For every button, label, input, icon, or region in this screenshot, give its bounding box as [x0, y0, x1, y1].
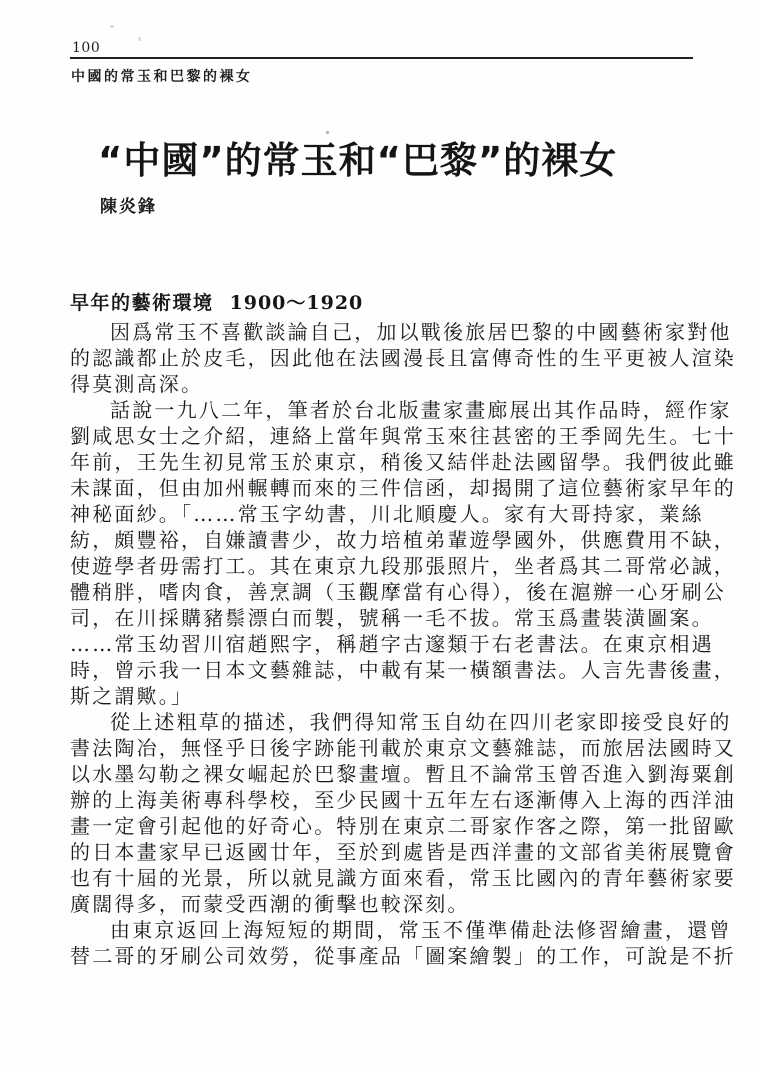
- body-text-line: 書法陶冶，無怪乎日後字跡能刊載於東京文藝雜誌，而旅居法國時又: [70, 736, 736, 760]
- body-text-line: 由東京返回上海短短的期間，常玉不僅準備赴法修習繪畫，還曾: [110, 918, 732, 942]
- body-text-line: 神秘面紗。「……常玉字幼書，川北順慶人。家有大哥持家，業絲: [70, 502, 704, 526]
- body-text-line: 未謀面，但由加州輾轉而來的三件信函，却揭開了這位藝術家早年的: [70, 476, 736, 500]
- body-text-line: 從上述粗草的描述，我們得知常玉自幼在四川老家即接受良好的: [110, 710, 732, 734]
- scan-speck: [110, 25, 114, 28]
- paragraph: [70, 319, 736, 397]
- running-header: 中國的常玉和巴黎的裸女: [71, 69, 253, 85]
- body-text-line: 廣闊得多，而蒙受西潮的衝擊也較深刻。: [70, 892, 470, 916]
- body-text-line: ……常玉幼習川宿趙熙字，稱趙字古邃類于右老書法。在東京相遇: [70, 632, 714, 656]
- body-text-line: 年前，王先生初見常玉於東京，稍後又結伴赴法國留學。我們彼此雖: [70, 450, 736, 474]
- body-text-line: 也有十屆的光景，所以就見識方面來看，常玉比國內的青年藝術家要: [70, 866, 736, 890]
- body-text-line: 時，曾示我一日本文藝雜誌，中載有某一橫額書法。人言先書後畫，: [70, 658, 736, 682]
- body-text-line: 畫一定會引起他的好奇心。特別在東京二哥家作客之際，第一批留歐: [70, 814, 736, 838]
- body-text-line: 的認識都止於皮毛，因此他在法國漫長且富傳奇性的生平更被人渲染: [70, 346, 736, 370]
- paragraph: [70, 709, 736, 917]
- page-number: 100: [72, 40, 101, 56]
- body-text-line: 得莫測高深。: [70, 372, 204, 396]
- scan-speck: [138, 37, 141, 41]
- body-text-line: 紡，頗豐裕，自嫌讀書少，故力培植弟輩遊學國外，供應費用不缺，: [70, 528, 736, 552]
- body-text-line: 話說一九八二年，筆者於台北版畫家畫廊展出其作品時，經作家: [110, 398, 732, 422]
- body-text-line: 替二哥的牙刷公司效勞，從事產品「圖案繪製」的工作，可說是不折: [70, 944, 736, 968]
- body-text-line: 劉咸思女士之介紹，連絡上當年與常玉來往甚密的王季岡先生。七十: [70, 424, 736, 448]
- body-text-line: 以水墨勾勒之裸女崛起於巴黎畫壇。暫且不論常玉曾否進入劉海粟創: [70, 762, 736, 786]
- section-heading: [70, 288, 363, 315]
- body-text-line: 司，在川採購豬鬃漂白而製，號稱一毛不拔。常玉爲畫裝潢圖案。: [70, 606, 714, 630]
- article-body: [70, 319, 736, 969]
- body-text-line: 的日本畫家早已返國廿年，至於到處皆是西洋畫的文部省美術展覽會: [70, 840, 736, 864]
- header-rule: [70, 57, 693, 59]
- body-text-line: 體稍胖，嗜肉食，善烹調（玉觀摩當有心得），後在滬辦一心牙刷公: [70, 580, 726, 604]
- article-title: “中國”的常玉和“巴黎”的裸女: [98, 139, 618, 182]
- paragraph: [70, 917, 736, 969]
- section-heading-text: 早年的藝術環境: [70, 292, 214, 314]
- section-period: 1900～1920: [229, 292, 364, 314]
- body-text-line: 因爲常玉不喜歡談論自己，加以戰後旅居巴黎的中國藝術家對他: [110, 320, 732, 344]
- body-text-line: 斯之謂歟。」: [70, 684, 194, 708]
- author-name: 陳炎鋒: [100, 197, 157, 217]
- body-text-line: 辦的上海美術專科學校，至少民國十五年左右逐漸傳入上海的西洋油: [70, 788, 736, 812]
- paragraph: [70, 397, 736, 709]
- body-text-line: 使遊學者毋需打工。其在東京九段那張照片，坐者爲其二哥常必誠，: [70, 554, 736, 578]
